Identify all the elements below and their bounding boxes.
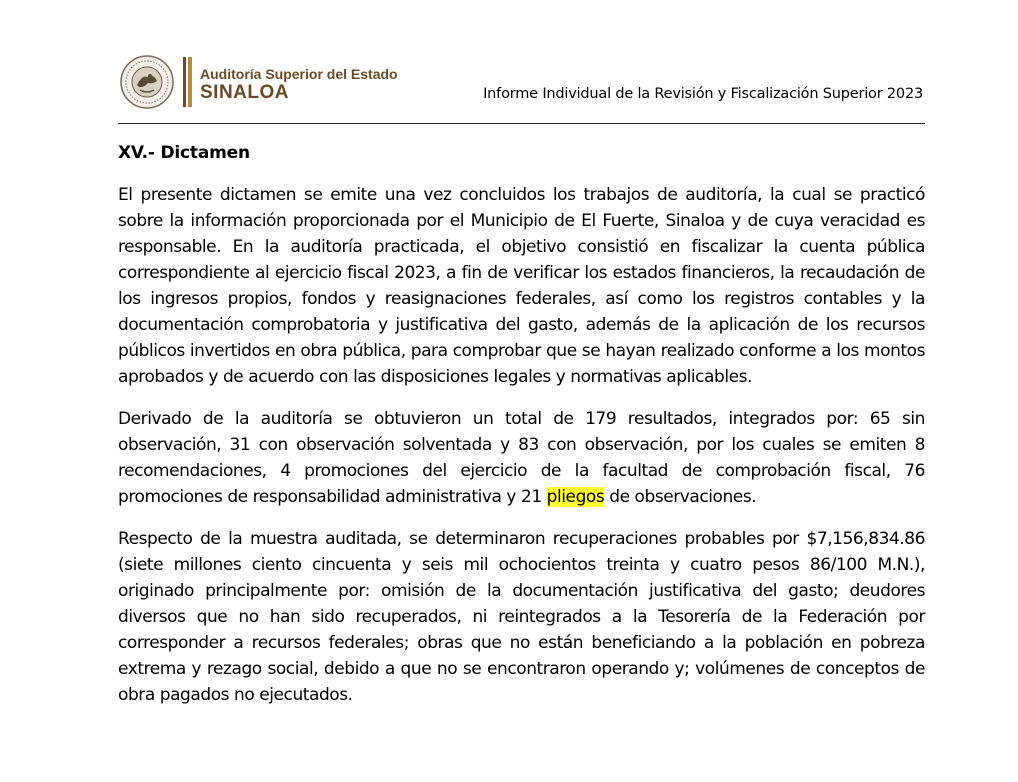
org-name-line: Auditoría Superior del Estado [200, 66, 398, 82]
results-text-end: de observaciones. [604, 487, 757, 507]
logo-bar-icon [183, 57, 192, 107]
report-title: Informe Individual de la Revisión y Fiscalización Superior 2023 [483, 86, 923, 102]
header-divider [118, 123, 925, 124]
org-state-line: SINALOA [200, 82, 289, 103]
org-logo-text [200, 66, 398, 104]
section-title: XV.- Dictamen [118, 143, 250, 163]
highlighted-word: pliegos [546, 487, 605, 507]
paragraph-recoveries: Respecto de la muestra auditada, se determinaron recuperaciones probables por $7,156,834.86 (siete millones ciento cincuenta y seis mil ochocientos treinta y cuatro pesos 86/100 M.N.), originado principalmente por: omisión de la documentación justificativa del gasto; deudores diversos que no han sido recuperados, ni reintegrados a la Tesorería de la Federación por corresponder a recursos federales; obras que no están beneficiando a la población en pobreza extrema y rezago social, debido a que no se encontraron operando y; volúmenes de conceptos de obra pagados no ejecutados. [118, 529, 925, 705]
coat-of-arms-seal-icon [120, 55, 174, 109]
paragraph-results [118, 406, 925, 510]
results-text-start: Derivado de la auditoría se obtuvieron un total de 179 resultados, integrados por: 65 sin observación, 31 con observación solventada y 83 con observación, por los cuales se emiten 8 recomendaciones, 4 promociones del ejercicio de la facultad de comprobación fiscal, 76 promociones de responsabilidad administrativa y 21 [118, 409, 925, 507]
paragraph-scope: El presente dictamen se emite una vez concluidos los trabajos de auditoría, la cual se practicó sobre la información proporcionada por el Municipio de El Fuerte, Sinaloa y de cuya veracidad es responsable. En la auditoría practicada, el objetivo consistió en fiscalizar la cuenta pública correspondiente al ejercicio fiscal 2023, a fin de verificar los estados financieros, la recaudación de los ingresos propios, fondos y reasignaciones federales, así como los registros contables y la documentación comprobatoria y justificativa del gasto, además de la aplicación de los recursos públicos invertidos en obra pública, para comprobar que se hayan realizado conforme a los montos aprobados y de acuerdo con las disposiciones legales y normativas aplicables. [118, 185, 925, 387]
page-header [118, 52, 925, 124]
document-body [118, 140, 925, 724]
